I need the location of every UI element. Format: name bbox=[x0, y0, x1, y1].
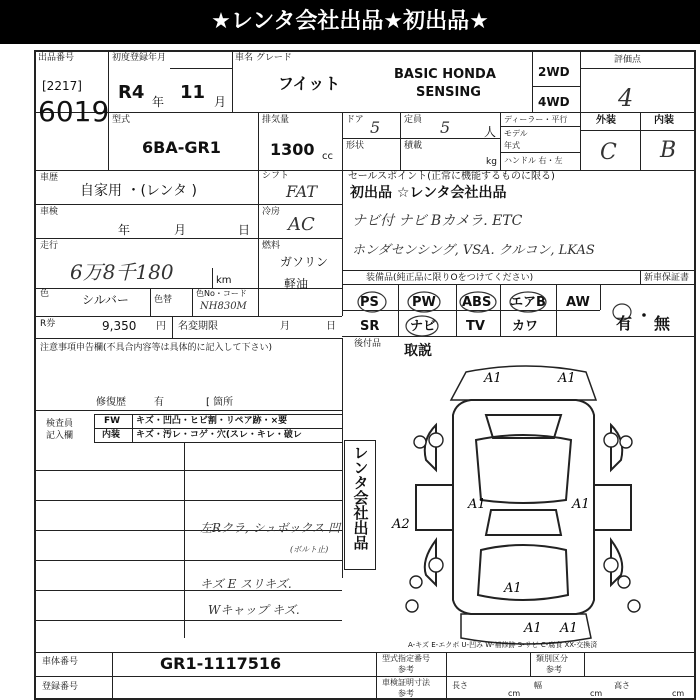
mark-front-left: A1 bbox=[484, 371, 502, 386]
mark-rear-left: A1 bbox=[524, 621, 542, 636]
equipment-label: 装備品(純正品に限りOをつけてください) bbox=[366, 273, 534, 283]
name-change-month: 月 bbox=[280, 321, 290, 332]
model-year-label2: 年式 bbox=[504, 141, 520, 150]
score-value: 4 bbox=[618, 84, 634, 112]
banner-title: ★レンタ会社出品★初出品★ bbox=[0, 0, 700, 44]
mark-rear-right: A1 bbox=[560, 621, 578, 636]
equip-aw: AW bbox=[566, 295, 590, 310]
mileage-value: 6万8千180 bbox=[70, 260, 174, 284]
color-code-value: NH830M bbox=[200, 301, 247, 312]
after-market-label: 後付品 bbox=[354, 339, 382, 349]
chassis-label: 車体番号 bbox=[42, 657, 79, 667]
equip-sr: SR bbox=[360, 319, 380, 334]
color-code-label: 色No・コード bbox=[196, 289, 247, 298]
type-designation-label: 型式指定番号 bbox=[382, 654, 430, 663]
capacity-unit: 人 bbox=[484, 125, 497, 139]
note-line3: Wキャップ キズ. bbox=[208, 603, 300, 617]
car-name-value: フイット bbox=[278, 74, 341, 93]
grade-line1: BASIC HONDA bbox=[394, 67, 496, 82]
model-value: 6BA-GR1 bbox=[142, 138, 221, 157]
equip-tv: TV bbox=[466, 319, 485, 334]
first-reg-month-unit: 月 bbox=[214, 95, 227, 109]
damage-legend: A-キズ E-エクボ U-凹み W-補修跡 S-サビ C-腐食 XX-交換済 bbox=[408, 641, 598, 649]
name-change-day: 日 bbox=[326, 321, 336, 332]
inspector-int-text: キズ・汚レ・コゲ・穴(スレ・キレ・破レ bbox=[136, 430, 302, 440]
height-label: 高さ bbox=[614, 681, 630, 690]
recycle-label: R券 bbox=[40, 319, 56, 329]
height-unit: cm bbox=[672, 689, 685, 698]
aircon-label: 冷房 bbox=[262, 207, 281, 217]
fuel-label: 燃料 bbox=[262, 241, 281, 251]
rental-company-stamp-text: レンタ会社出品 bbox=[351, 445, 370, 550]
inspector-fw-label: FW bbox=[104, 416, 121, 426]
lot-number: 6019 bbox=[38, 95, 110, 128]
score-label: 評価点 bbox=[614, 55, 642, 65]
recycle-value: 9,350 bbox=[102, 319, 137, 333]
interior-label: 内装 bbox=[654, 115, 674, 126]
first-reg-label: 初度登録年月 bbox=[112, 53, 167, 63]
mileage-label: 走行 bbox=[40, 241, 59, 251]
repair-value: 有 bbox=[154, 397, 164, 408]
class-ref: 参考 bbox=[546, 665, 562, 674]
exterior-value: C bbox=[600, 140, 617, 165]
grade-line2: SENSING bbox=[416, 85, 481, 100]
repair-label: 修復歴 bbox=[96, 397, 126, 408]
registration-label: 登録番号 bbox=[42, 682, 79, 692]
mark-front-right: A1 bbox=[558, 371, 576, 386]
cert-size-ref: 参考 bbox=[398, 689, 414, 698]
fuel-value1: ガソリン bbox=[280, 255, 329, 269]
inspector-label1: 検査員 bbox=[46, 419, 74, 429]
note-line2: キズ E スリキズ. bbox=[200, 577, 292, 591]
interior-value: B bbox=[660, 138, 677, 163]
color-change-label: 色替 bbox=[154, 295, 173, 305]
note-line1b: (ボルト止) bbox=[290, 545, 329, 554]
load-unit: kg bbox=[486, 157, 497, 167]
cert-size-label: 車検証明寸法 bbox=[382, 678, 430, 687]
displacement-unit: cc bbox=[322, 151, 333, 162]
load-label: 積載 bbox=[404, 141, 423, 151]
mark-right-door: A1 bbox=[572, 497, 590, 512]
inspection-month: 月 bbox=[174, 223, 187, 237]
inspector-fw-text: キズ・凹凸・ヒビ割・リペア跡・×要 bbox=[136, 416, 288, 426]
warranty-yes: 有 bbox=[616, 314, 633, 333]
inspection-label: 車検 bbox=[40, 207, 59, 217]
inspection-year: 年 bbox=[118, 223, 131, 237]
color-label: 色 bbox=[40, 289, 50, 299]
car-damage-diagram bbox=[376, 360, 686, 650]
notes-label: 注意事項申告欄(不具合内容等は具体的に記入して下さい) bbox=[40, 343, 273, 353]
model-label: 型式 bbox=[112, 115, 131, 125]
type-designation-ref: 参考 bbox=[398, 665, 414, 674]
lot-label: 出品番号 bbox=[38, 53, 75, 63]
recycle-unit: 円 bbox=[156, 321, 166, 332]
displacement-value: 1300 bbox=[270, 140, 315, 159]
first-reg-year-unit: 年 bbox=[152, 95, 165, 109]
warranty-label: 新車保証書 bbox=[644, 273, 690, 283]
mileage-unit: km bbox=[216, 275, 232, 286]
doors-label: ドア bbox=[346, 115, 364, 125]
sales-points-headline: 初出品 ☆レンタ会社出品 bbox=[350, 185, 507, 201]
history-label: 車歴 bbox=[40, 173, 59, 183]
warranty-no: 無 bbox=[654, 314, 671, 333]
mark-left-rear-fender: A2 bbox=[392, 517, 410, 532]
equip-airbag: エアB bbox=[510, 295, 546, 310]
displacement-label: 排気量 bbox=[262, 115, 290, 125]
equip-pw: PW bbox=[412, 295, 436, 310]
capacity-label: 定員 bbox=[404, 115, 423, 125]
inspector-int-label: 内装 bbox=[102, 430, 121, 440]
note-line1: 左Rクラ, シュボックス 凹 bbox=[200, 521, 341, 535]
mark-rear-mid: A1 bbox=[504, 581, 522, 596]
rental-company-stamp bbox=[344, 440, 376, 570]
sales-points-label: セールスポイント(正常に機能するものに限る) bbox=[348, 171, 555, 182]
equip-ps: PS bbox=[360, 295, 379, 310]
sales-points-line1: ナビ付 ナビ Bカメラ. ETC bbox=[352, 213, 523, 229]
inspection-day: 日 bbox=[238, 223, 251, 237]
warranty-sep: ・ bbox=[636, 306, 653, 325]
name-change-label: 名変期限 bbox=[178, 321, 218, 332]
capacity-value: 5 bbox=[440, 118, 451, 137]
first-reg-era: R4 bbox=[118, 82, 145, 103]
history-value: 自家用 ・(レンタ ) bbox=[80, 183, 197, 199]
after-market-value: 取説 bbox=[404, 343, 432, 359]
equip-abs: ABS bbox=[462, 295, 492, 310]
drive-2wd: 2WD bbox=[538, 65, 570, 79]
chassis-value: GR1-1117516 bbox=[160, 654, 282, 673]
length-label: 長さ bbox=[452, 681, 468, 690]
shift-label: シフト bbox=[262, 171, 290, 181]
handle-label: ハンドル 右・左 bbox=[504, 156, 563, 165]
drive-4wd: 4WD bbox=[538, 95, 570, 109]
sales-points-line2: ホンダセンシング, VSA. クルコン, LKAS bbox=[352, 243, 595, 258]
dealer-label: ディーラー・平行 bbox=[504, 115, 568, 124]
shape-label: 形状 bbox=[346, 141, 365, 151]
width-unit: cm bbox=[590, 689, 603, 698]
equip-leather: カワ bbox=[512, 319, 539, 334]
repair-place: [ 箇所 bbox=[206, 397, 234, 408]
shift-value: FAT bbox=[286, 182, 318, 201]
car-name-label: 車名 グレード bbox=[235, 53, 292, 63]
mark-left-door: A1 bbox=[468, 497, 486, 512]
model-year-label1: モデル bbox=[504, 129, 528, 138]
equip-navi: ナビ bbox=[410, 319, 437, 334]
color-value: シルバー bbox=[82, 293, 129, 307]
inspector-label2: 記入欄 bbox=[46, 431, 74, 441]
length-unit: cm bbox=[508, 689, 521, 698]
first-reg-month: 11 bbox=[180, 82, 206, 103]
aircon-value: AC bbox=[288, 214, 315, 235]
lot-code: [2217] bbox=[42, 79, 82, 93]
exterior-label: 外装 bbox=[596, 115, 616, 126]
fuel-value2: 軽油 bbox=[284, 277, 309, 291]
class-label: 類別区分 bbox=[536, 654, 568, 663]
doors-value: 5 bbox=[370, 118, 381, 137]
width-label: 幅 bbox=[534, 681, 542, 690]
